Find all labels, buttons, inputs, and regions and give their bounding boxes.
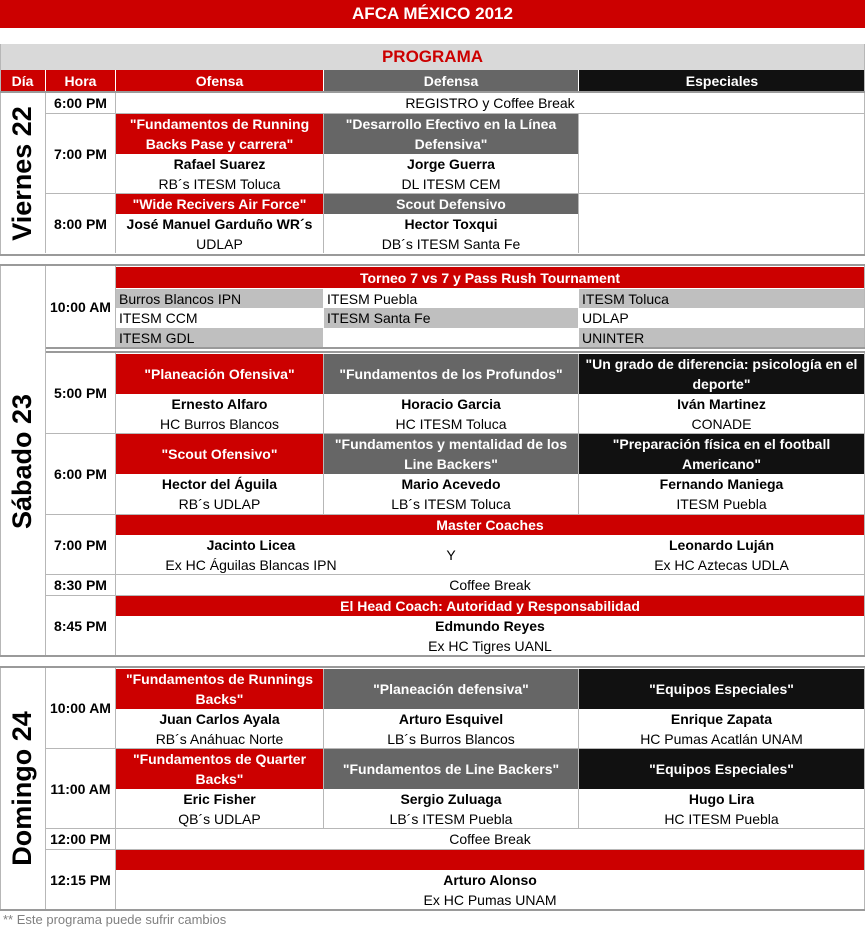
session-title: "Scout Ofensivo" (116, 434, 323, 474)
col-ofensa: Ofensa (116, 70, 323, 91)
session-title: "Planeación Ofensiva" (116, 354, 323, 394)
coffee-break-cell: Coffee Break (449, 831, 531, 847)
speaker-name: Jacinto Licea (206, 537, 296, 553)
speaker-team: UDLAP (196, 236, 243, 252)
session-title: "Planeación defensiva" (324, 669, 578, 709)
session-title-bar (116, 850, 864, 870)
speaker-name: Sergio Zuluaga (400, 791, 502, 807)
separator (0, 655, 865, 668)
time-label: 6:00 PM (54, 466, 107, 482)
speaker-team: Ex HC Águilas Blancas IPN (165, 557, 337, 573)
speaker-team: Ex HC Tigres UANL (428, 638, 552, 654)
speaker-team: HC ITESM Toluca (395, 416, 507, 432)
time-label: 11:00 AM (50, 781, 111, 797)
speaker-name: José Manuel Garduño WR´s (126, 216, 313, 232)
speaker-name: Jorge Guerra (407, 156, 495, 172)
speaker-team: LB´s ITESM Toluca (391, 496, 511, 512)
time-label: 8:00 PM (54, 215, 107, 232)
torneo-title: Torneo 7 vs 7 y Pass Rush Tournament (116, 267, 864, 288)
session-title: "Fundamentos de Line Backers" (324, 749, 578, 789)
speaker-team: ITESM Puebla (676, 496, 767, 512)
speaker-name: Edmundo Reyes (435, 618, 545, 634)
speaker-team: RB´s Anáhuac Norte (155, 731, 284, 747)
and-label: Y (446, 547, 456, 563)
speaker-name: Eric Fisher (183, 791, 256, 807)
day-domingo: Domingo 24 (7, 711, 38, 866)
page-title: AFCA MÉXICO 2012 (0, 0, 865, 28)
day-sabado: Sábado 23 (7, 393, 37, 529)
speaker-team: RB´s ITESM Toluca (158, 176, 281, 192)
time-label: 7:00 PM (54, 536, 107, 553)
time-label: 10:00 AM (50, 700, 111, 716)
speaker-team: LB´s Burros Blancos (387, 731, 515, 747)
speaker-name: Horacio Garcia (401, 396, 501, 412)
time-label: 6:00 PM (54, 95, 107, 111)
separator (46, 347, 865, 353)
team-cell: ITESM Puebla (327, 290, 418, 307)
speaker-team: HC Burros Blancos (159, 416, 280, 432)
team-cell: ITESM Santa Fe (324, 308, 578, 328)
speaker-team: HC Pumas Acatlán UNAM (640, 731, 803, 747)
speaker-team: Ex HC Pumas UNAM (423, 892, 557, 908)
speaker-name: Hector Toxqui (404, 216, 498, 232)
session-title: "Equipos Especiales" (579, 669, 864, 709)
session-title: "Fundamentos de Quarter Backs" (116, 749, 323, 789)
separator (0, 254, 865, 266)
col-especiales: Especiales (579, 70, 865, 91)
speaker-name: Arturo Alonso (443, 872, 537, 888)
speaker-team: HC ITESM Puebla (664, 811, 779, 827)
speaker-name: Mario Acevedo (401, 476, 501, 492)
speaker-team: QB´s UDLAP (178, 811, 261, 827)
speaker-name: Hugo Lira (688, 791, 755, 807)
team-cell: Burros Blancos IPN (116, 289, 323, 308)
speaker-name: Ernesto Alfaro (171, 396, 268, 412)
time-label: 10:00 AM (50, 299, 111, 315)
speaker-name: Iván Martinez (677, 396, 766, 412)
speaker-team: Ex HC Aztecas UDLA (654, 557, 789, 573)
session-title: Master Coaches (116, 515, 864, 535)
speaker-team: RB´s UDLAP (178, 496, 261, 512)
session-title: "Equipos Especiales" (579, 749, 864, 789)
speaker-name: Enrique Zapata (670, 711, 773, 727)
col-defensa: Defensa (324, 70, 578, 91)
col-hora: Hora (46, 70, 115, 91)
team-cell: UDLAP (582, 310, 629, 326)
time-label: 8:45 PM (54, 617, 107, 634)
registro-cell: REGISTRO y Coffee Break (405, 95, 575, 111)
speaker-name: Leonardo Luján (669, 537, 774, 553)
session-title: "Fundamentos y mentalidad de los Line Backers" (324, 434, 578, 474)
session-title: "Fundamentos de Running Backs Pase y carrera" (116, 114, 323, 154)
team-cell: ITESM Toluca (579, 289, 864, 308)
time-label: 8:30 PM (54, 577, 107, 593)
footer-note: ** Este programa puede sufrir cambios (3, 912, 227, 927)
programa-heading: PROGRAMA (0, 44, 865, 70)
speaker-team: DL ITESM CEM (401, 176, 501, 192)
speaker-name: Rafael Suarez (173, 156, 266, 172)
day-viernes: Viernes 22 (7, 105, 38, 241)
speaker-name: Hector del Águila (161, 476, 278, 492)
session-title: "Desarrollo Efectivo en la Línea Defensiva" (324, 114, 578, 154)
session-title: "Wide Recivers Air Force" (116, 194, 323, 214)
coffee-break-cell: Coffee Break (449, 577, 531, 593)
speaker-team: CONADE (691, 416, 752, 432)
time-label: 7:00 PM (54, 146, 107, 162)
session-title: Scout Defensivo (324, 194, 578, 214)
session-title: "Un grado de diferencia: psicología en el deporte" (579, 354, 864, 394)
team-cell (324, 328, 578, 347)
team-cell: ITESM GDL (116, 328, 323, 347)
speaker-team: LB´s ITESM Puebla (389, 811, 513, 827)
session-title: El Head Coach: Autoridad y Responsabilidad (116, 596, 864, 616)
col-dia: Día (0, 70, 45, 91)
time-label: 5:00 PM (54, 385, 107, 401)
speaker-name: Juan Carlos Ayala (159, 711, 280, 727)
session-title: "Preparación física en el football Americano" (579, 434, 864, 474)
speaker-name: Fernando Maniega (659, 476, 784, 492)
speaker-name: Arturo Esquivel (398, 711, 504, 727)
session-title: "Fundamentos de Runnings Backs" (116, 669, 323, 709)
speaker-team: DB´s ITESM Santa Fe (381, 236, 521, 252)
time-label: 12:00 PM (50, 831, 111, 847)
team-cell: UNINTER (579, 328, 864, 347)
session-title: "Fundamentos de los Profundos" (324, 354, 578, 394)
time-label: 12:15 PM (50, 871, 111, 888)
team-cell: ITESM CCM (119, 310, 198, 326)
